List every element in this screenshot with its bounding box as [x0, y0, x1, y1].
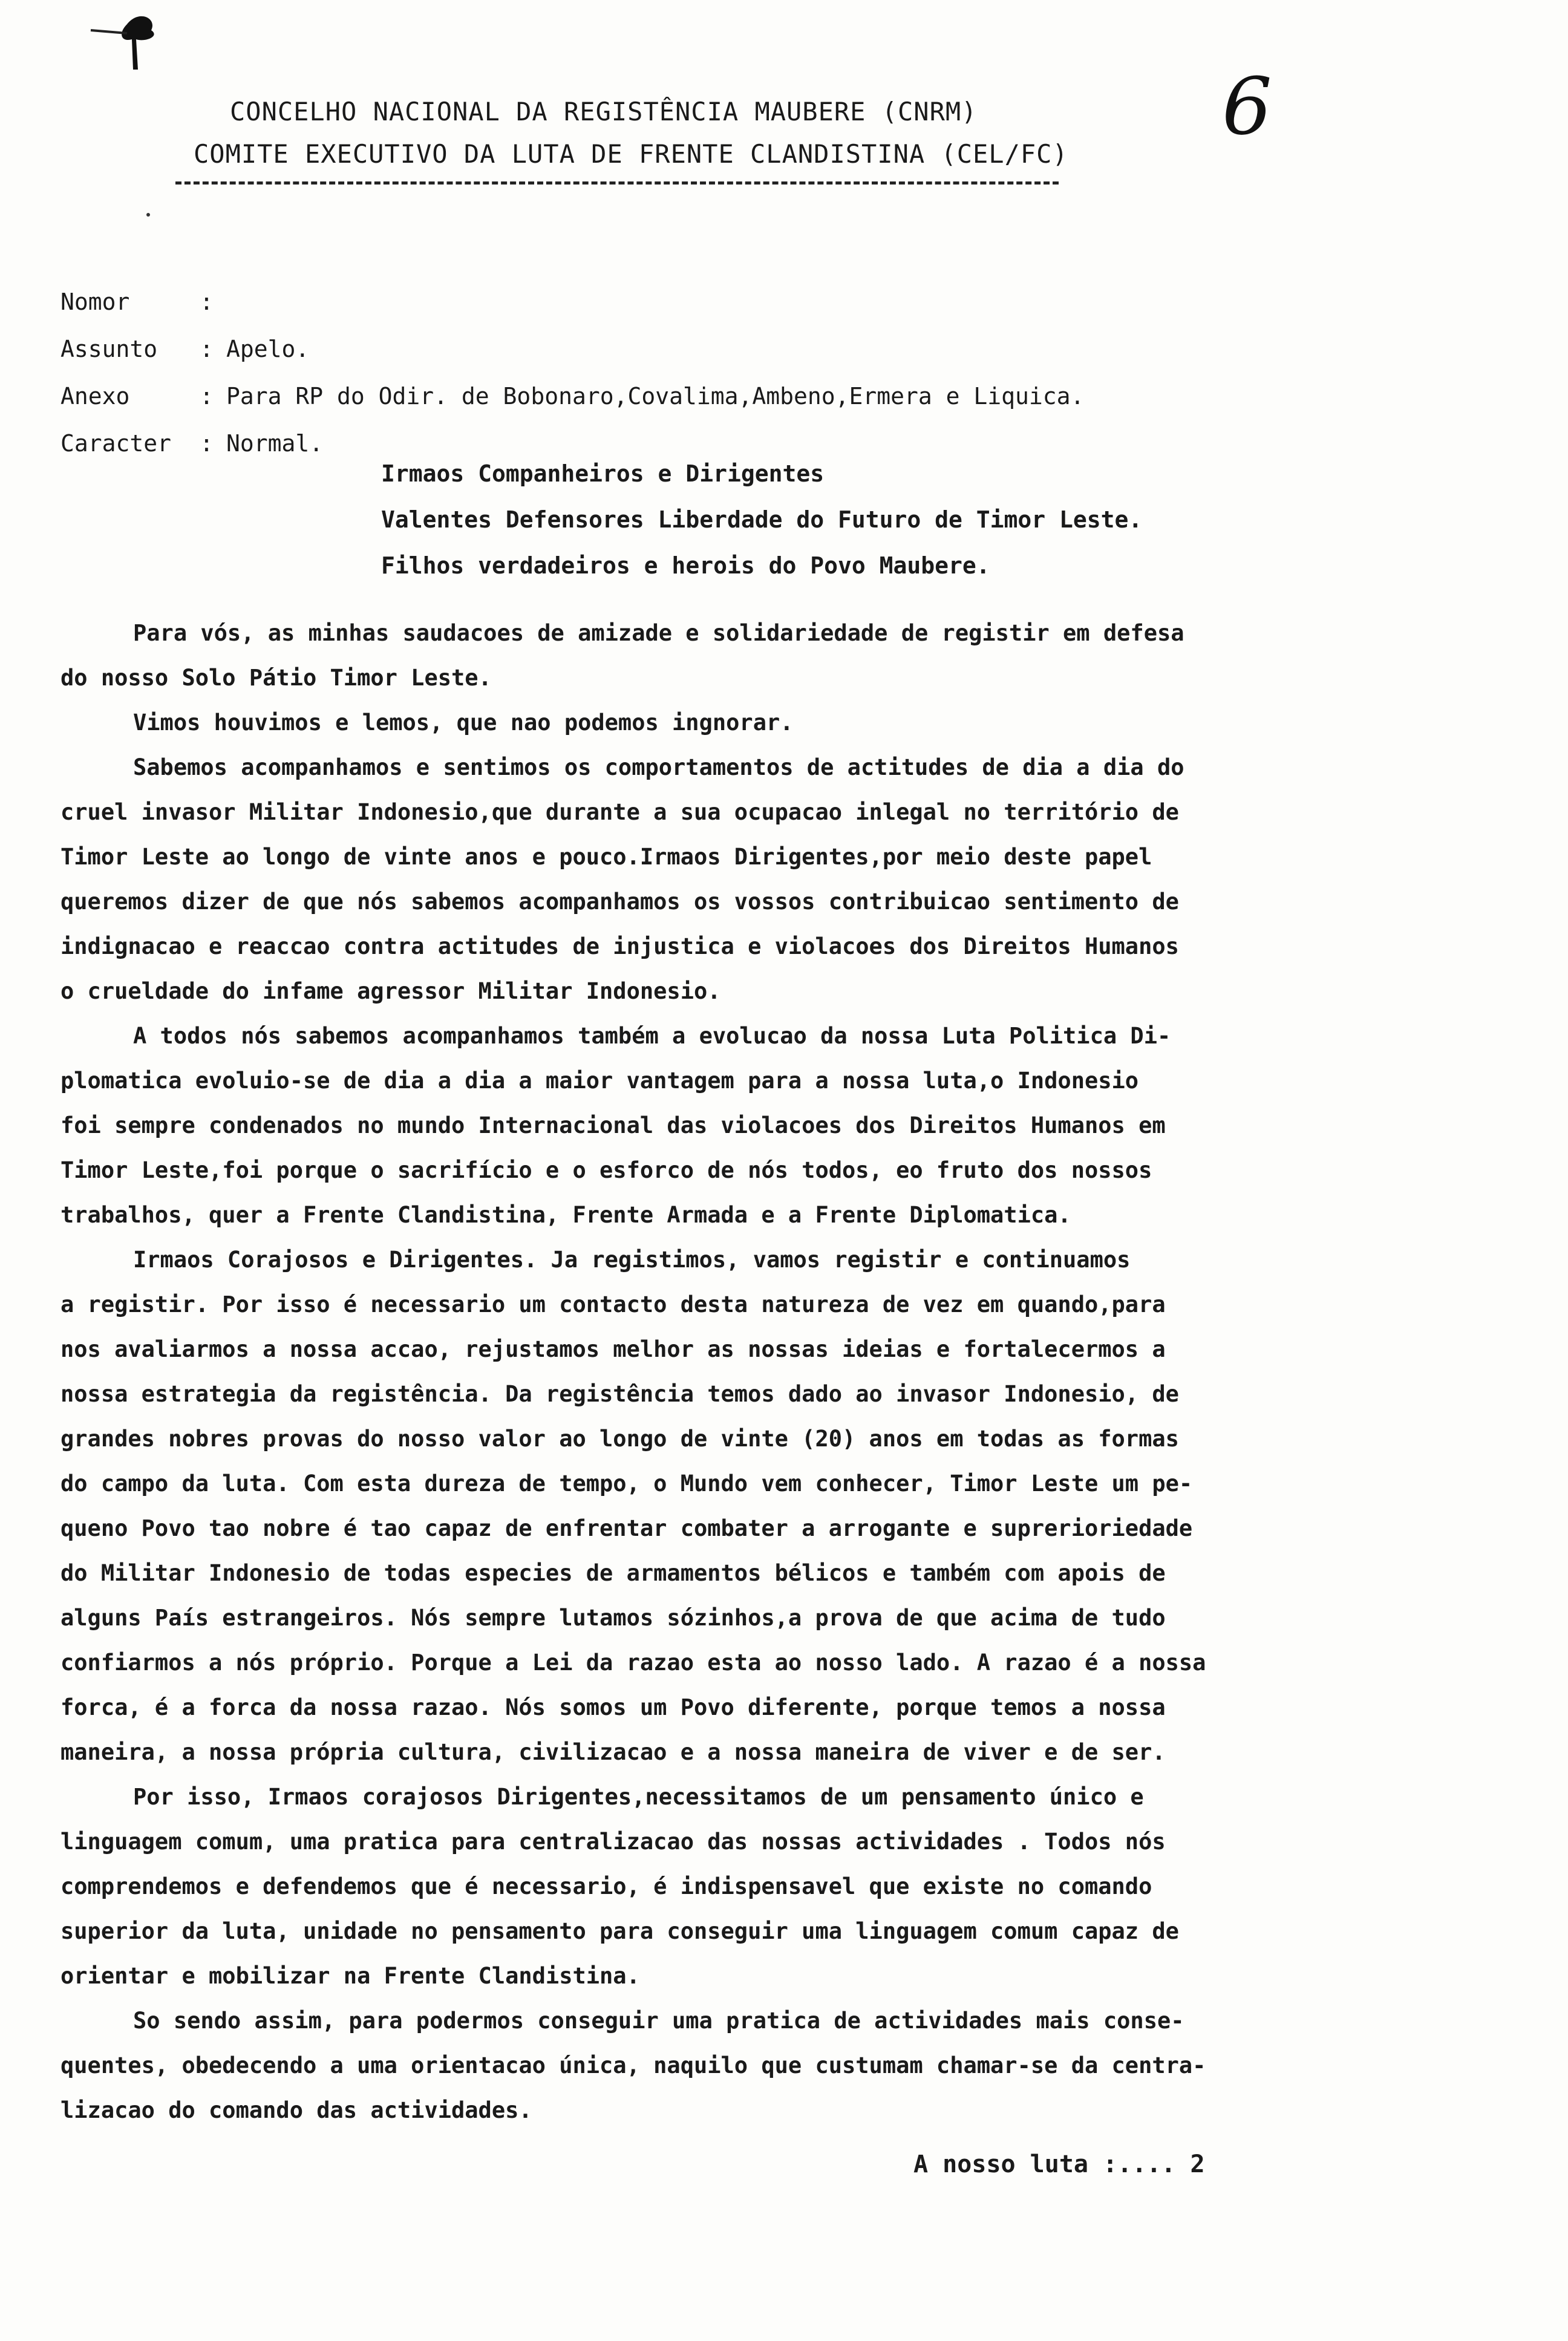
salutation-line: Irmaos Companheiros e Dirigentes	[381, 460, 825, 487]
stray-mark	[146, 213, 150, 217]
body-line: a registir. Por isso é necessario um contacto desta natureza de vez em quando,para	[60, 1291, 1166, 1317]
body-line: do nosso Solo Pátio Timor Leste.	[60, 665, 492, 691]
meta-value: Apelo.	[226, 336, 310, 362]
body-line: forca, é a forca da nossa razao. Nós somos um Povo diferente, porque temos a nossa	[60, 1694, 1166, 1720]
body-line: confiarmos a nós próprio. Porque a Lei da razao esta ao nosso lado. A razao é a nossa	[60, 1650, 1206, 1676]
salutation-line: Filhos verdadeiros e herois do Povo Maubere.	[381, 552, 990, 579]
body-line: indignacao e reaccao contra actitudes de injustica e violacoes dos Direitos Humanos	[60, 933, 1179, 959]
body-line: nossa estrategia da registência. Da registência temos dado ao invasor Indonesio, de	[60, 1381, 1179, 1407]
committee-name: COMITE EXECUTIVO DA LUTA DE FRENTE CLANDISTINA (CEL/FC)	[194, 139, 1068, 169]
document-metadata	[60, 278, 1084, 467]
body-line: Por isso, Irmaos corajosos Dirigentes,necessitamos de um pensamento único e	[133, 1784, 1144, 1810]
meta-label: Assunto	[60, 336, 158, 362]
body-line: Vimos houvimos e lemos, que nao podemos ingnorar.	[133, 710, 794, 736]
body-line: trabalhos, quer a Frente Clandistina, Frente Armada e a Frente Diplomatica.	[60, 1202, 1071, 1228]
body-line: maneira, a nossa própria cultura, civilizacao e a nossa maneira de viver e de ser.	[60, 1739, 1166, 1765]
body-line: queno Povo tao nobre é tao capaz de enfrentar combater a arrogante e suprerioriedade	[60, 1515, 1193, 1541]
meta-value: Normal.	[226, 430, 324, 457]
letter-body	[60, 611, 1422, 2133]
body-line: o crueldade do infame agressor Militar Indonesio.	[60, 978, 721, 1004]
body-line: nos avaliarmos a nossa accao, rejustamos melhor as nossas ideias e fortalecermos a	[60, 1336, 1166, 1362]
body-line: Timor Leste ao longo de vinte anos e pouco.Irmaos Dirigentes,por meio deste papel	[60, 844, 1152, 870]
meta-separator: :	[200, 430, 214, 457]
meta-separator: :	[200, 289, 214, 315]
salutation-block	[381, 451, 1142, 589]
body-line: Sabemos acompanhamos e sentimos os comportamentos de actitudes de dia a dia do	[133, 754, 1184, 780]
meta-label: Nomor	[60, 289, 130, 315]
salutation-line: Valentes Defensores Liberdade do Futuro de Timor Leste.	[381, 506, 1143, 533]
body-line: Timor Leste,foi porque o sacrifício e o esforco de nós todos, eo fruto dos nossos	[60, 1157, 1152, 1183]
meta-separator: :	[200, 336, 214, 362]
body-line: Para vós, as minhas saudacoes de amizade e solidariedade de registir em defesa	[133, 620, 1184, 646]
body-line: quentes, obedecendo a uma orientacao única, naquilo que custumam chamar-se da centra-	[60, 2052, 1206, 2078]
meta-assunto	[60, 325, 1084, 373]
body-line: Irmaos Corajosos e Dirigentes. Ja registimos, vamos registir e continuamos	[133, 1247, 1131, 1273]
body-line: do campo da luta. Com esta dureza de tempo, o Mundo vem conhecer, Timor Leste um pe-	[60, 1471, 1193, 1497]
body-line: cruel invasor Militar Indonesio,que durante a sua ocupacao inlegal no território de	[60, 799, 1179, 825]
body-line: linguagem comum, uma pratica para centralizacao das nossas actividades . Todos nós	[60, 1829, 1166, 1855]
header-divider	[175, 181, 1059, 184]
body-line: orientar e mobilizar na Frente Clandistina.	[60, 1963, 640, 1989]
body-line: foi sempre condenados no mundo Internacional das violacoes dos Direitos Humanos em	[60, 1112, 1166, 1138]
meta-separator: :	[200, 383, 214, 410]
meta-value: Para RP do Odir. de Bobonaro,Covalima,Ambeno,Ermera e Liquica.	[226, 383, 1085, 410]
meta-nomor	[60, 278, 1084, 325]
page-number: 6	[1222, 60, 1272, 152]
meta-label: Caracter	[60, 430, 172, 457]
body-line: superior da luta, unidade no pensamento para conseguir uma linguagem comum capaz de	[60, 1918, 1179, 1944]
body-line: A todos nós sabemos acompanhamos também a evolucao da nossa Luta Politica Di-	[133, 1023, 1171, 1049]
meta-label: Anexo	[60, 383, 130, 410]
body-line: comprendemos e defendemos que é necessario, é indispensavel que existe no comando	[60, 1873, 1152, 1899]
body-line: do Militar Indonesio de todas especies de armamentos bélicos e também com apois de	[60, 1560, 1166, 1586]
body-line: lizacao do comando das actividades.	[60, 2097, 532, 2123]
organization-name: CONCELHO NACIONAL DA REGISTÊNCIA MAUBERE (CNRM)	[230, 97, 978, 126]
body-line: plomatica evoluio-se de dia a dia a maior vantagem para a nossa luta,o Indonesio	[60, 1068, 1139, 1094]
continuation-note: A nosso luta :.... 2	[913, 2150, 1205, 2178]
ink-blot-mark	[85, 6, 181, 73]
body-line: queremos dizer de que nós sabemos acompanhamos os vossos contribuicao sentimento de	[60, 889, 1179, 915]
meta-anexo	[60, 373, 1084, 420]
body-line: So sendo assim, para podermos conseguir uma pratica de actividades mais conse-	[133, 2008, 1184, 2034]
body-line: grandes nobres provas do nosso valor ao longo de vinte (20) anos em todas as formas	[60, 1426, 1179, 1452]
body-line: alguns País estrangeiros. Nós sempre lutamos sózinhos,a prova de que acima de tudo	[60, 1605, 1166, 1631]
